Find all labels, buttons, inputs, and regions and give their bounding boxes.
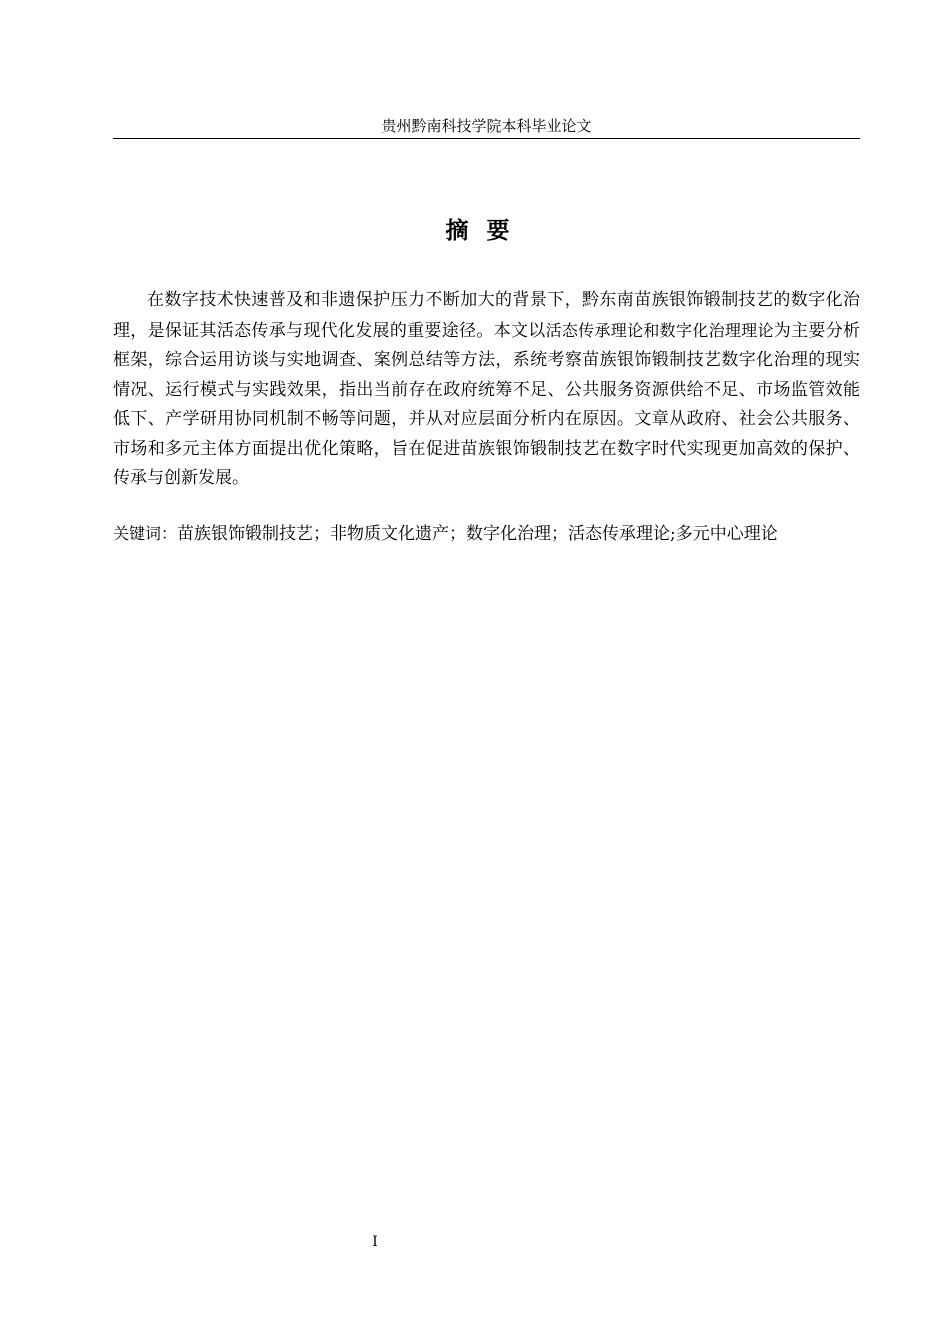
abstract-text-part2: 为主要分析框架，综合运用访谈与实地调查、案例总结等方法，系统考察苗族银饰锻制技艺数字化治理的现实情况、运行模式与实践效果，指出当前存在政府统筹不足、公共服务资源供给不足、市场监管效能低下、产学研用协同机制不畅等问题，并从对应层面分析内在原因。文章从政府、社会公共服务、市场和多元主体方面提出优化策略，旨在促进苗族银饰锻制技艺在数字时代实现更加高效的保护、传承与创新发展。 — [113, 320, 861, 488]
keywords-value: 苗族银饰锻制技艺；非物质文化遗产；数字化治理；活态传承理论;多元中心理论 — [177, 524, 778, 544]
abstract-body — [113, 286, 860, 494]
page-header — [113, 116, 860, 139]
abstract-title: 摘要 — [445, 218, 528, 244]
abstract-text-part1: 在数字技术快速普及和非遗保护压力不断加大的背景下，黔东南苗族银饰锻制技艺的数字化治理，是保证其活态传承与现代化发展的重要途径。本文以 — [113, 290, 860, 341]
header-text: 贵州黔南科技学院本科毕业论文 — [381, 117, 592, 135]
page-number: I — [372, 1234, 378, 1250]
keywords-line — [113, 520, 860, 548]
abstract-text-highlight: 活态传承理论和数字化治理理论 — [545, 320, 774, 340]
keywords-label: 关键词： — [113, 524, 178, 543]
